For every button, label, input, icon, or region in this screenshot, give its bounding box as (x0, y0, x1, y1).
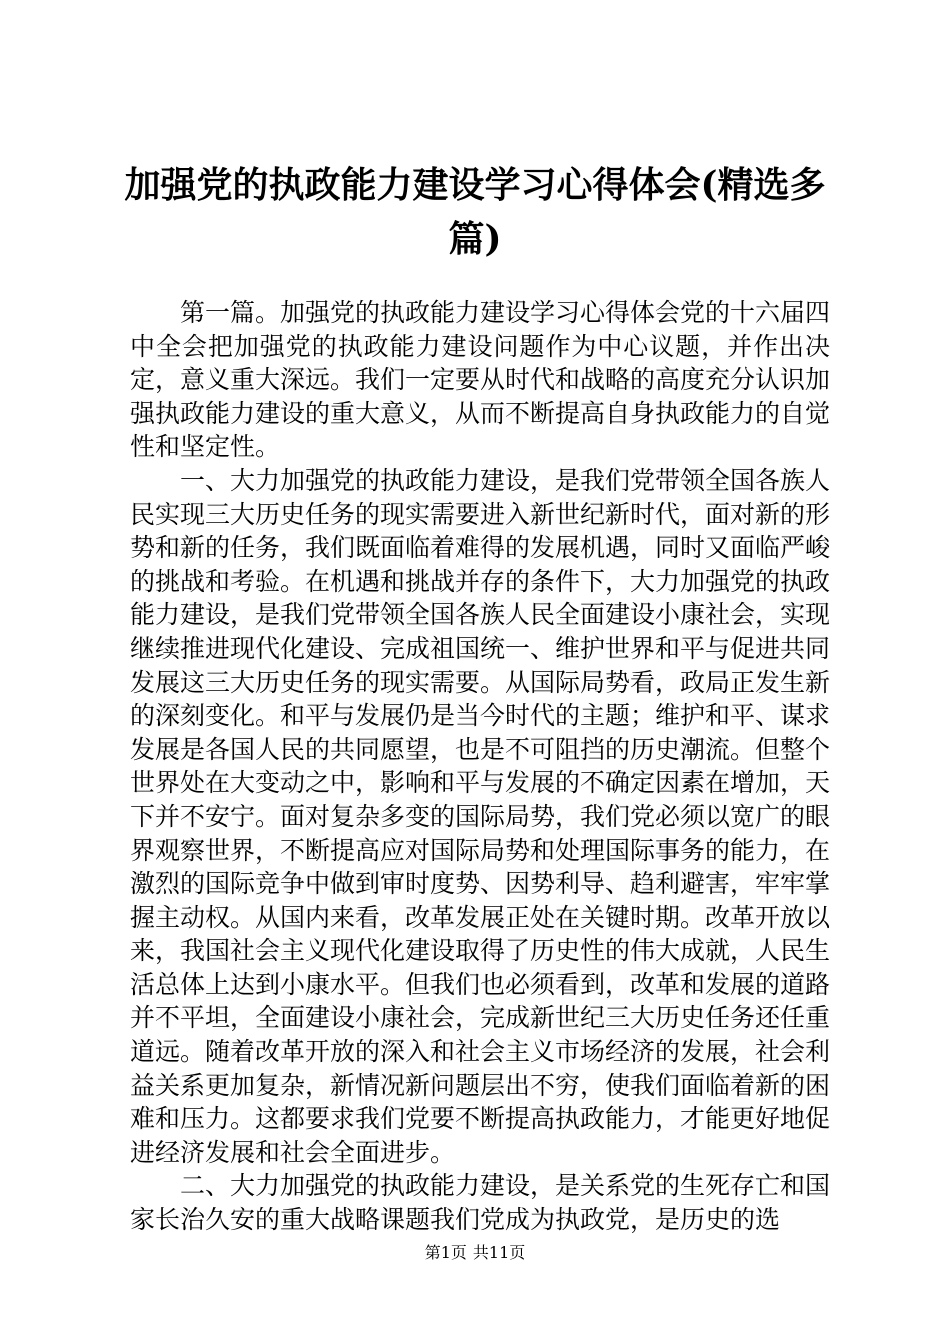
paragraph-1: 第一篇。加强党的执政能力建设学习心得体会党的十六届四中全会把加强党的执政能力建设问题作为中心议题，并作出决定，意义重大深远。我们一定要从时代和战略的高度充分认识加强执政能力建设的重大意义，从而不断提高自身执政能力的自觉性和坚定性。 (130, 298, 831, 462)
paragraph-3: 二、大力加强党的执政能力建设，是关系党的生死存亡和国家长治久安的重大战略课题我们党成为执政党，是历史的选 (130, 1171, 831, 1235)
document-title: 加强党的执政能力建设学习心得体会(精选多篇) (124, 164, 826, 260)
document-body (130, 296, 830, 1237)
page-total: 共11页 (472, 1243, 526, 1262)
paragraph-2: 一、大力加强党的执政能力建设，是我们党带领全国各族人民实现三大历史任务的现实需要进入新世纪新时代，面对新的形势和新的任务，我们既面临着难得的发展机遇，同时又面临严峻的挑战和考验。在机遇和挑战并存的条件下，大力加强党的执政能力建设，是我们党带领全国各族人民全面建设小康社会，实现继续推进现代化建设、完成祖国统一、维护世界和平与促进共同发展这三大历史任务的现实需要。从国际局势看，政局正发生新的深刻变化。和平与发展仍是当今时代的主题；维护和平、谋求发展是各国人民的共同愿望，也是不可阻挡的历史潮流。但整个世界处在大变动之中，影响和平与发展的不确定因素在增加，天下并不安宁。面对复杂多变的国际局势，我们党必须以宽广的眼界观察世界，不断提高应对国际局势和处理国际事务的能力，在激烈的国际竞争中做到审时度势、因势利导、趋利避害，牢牢掌握主动权。从国内来看，改革发展正处在关键时期。改革开放以来，我国社会主义现代化建设取得了历史性的伟大成就，人民生活总体上达到小康水平。但我们也必须看到，改革和发展的道路并不平坦，全面建设小康社会，完成新世纪三大历史任务还任重道远。随着改革开放的深入和社会主义市场经济的发展，社会利益关系更加复杂，新情况新问题层出不穷，使我们面临着新的困难和压力。这都要求我们党要不断提高执政能力，才能更好地促进经济发展和社会全面进步。 (130, 465, 831, 1167)
page-footer (0, 1243, 950, 1263)
page-number: 第1页 (424, 1243, 467, 1262)
